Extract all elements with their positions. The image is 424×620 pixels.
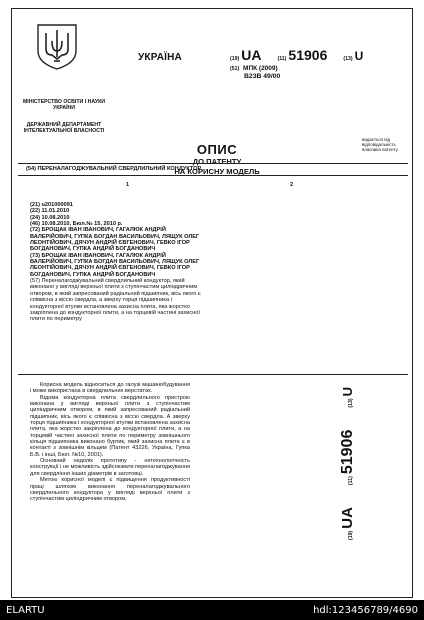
- side-code-11: (11): [348, 476, 354, 486]
- code-51: (51): [230, 66, 240, 72]
- document-subtitle-2: НА КОРИСНУ МОДЕЛЬ: [174, 166, 260, 176]
- document-title-main: ОПИС: [196, 142, 238, 157]
- footer-bar: [0, 600, 424, 620]
- description-paragraph: Метою корисної моделі є підвищення продуктивності праці шляхом виконання переналагоджувального свердлильного кондуктора у вигляді верхньої плити з ступінчастим циліндричним отвором,: [30, 477, 190, 503]
- footer-handle: hdl:123456789/4690: [313, 604, 418, 616]
- patent-page: [11, 8, 413, 598]
- invention-title: (54) ПЕРЕНАЛАГОДЖУВАЛЬНИЙ СВЕРДЛИЛЬНИЙ КОНДУКТОР: [26, 166, 202, 172]
- description-paragraph: Відома кондукторна плита свердлильного пристрою виконана у вигляді верхньої плити з ступінчастим циліндричним отвором, в який запресований радіальний підшипник, вісь якого є співвісна з віссю свердла. А зверху торця підшипника і кондукторної втулки встановлена захисна плита, яка жорстко закріплена до кондукторної плити, а на торцевій частині захисної плити по периметру зовнішнього кільця підшипника виконано буртик, який захисна плита є в контакті з зовнішнім кільцем (Патент 43226, Україна, Гупка Б.В. і інші, Бюл. №10, 2001).: [30, 394, 190, 458]
- document-subtitle-1: ДО ПАТЕНТУ: [192, 157, 242, 166]
- side-code-13: (13): [348, 398, 354, 408]
- claim-text: (57) Переналагоджувальний свердлильний кондуктор, який виконано у вигляді верхньої плити з ступінчастим циліндричним отвором, в який запресований радіальний підшипник, вісь якого є співвісна з віссю свердла, а зверху торця підшипника і кондукторної втулки встановлена захисна плита, яка жорстко закріплена до кондукторної плити, а на торцевій частині захисної плити по периметру: [30, 278, 201, 323]
- bibliographic-data: [30, 202, 206, 323]
- ipc-class: B23B 49/00: [244, 73, 281, 80]
- biblio-field: (73) БРОЩАК ІВАН ІВАНОВИЧ, ГАГАЛЮК АНДРІЙ ВАЛЕРІЙОВИЧ, ГУПКА БОГДАН ВАСИЛЬОВИЧ, ЛЯЩУК ОЛЕГ ЛЕОНТІЙОВИЧ, ДЯЧУН АНДРІЙ ЄВГЕНОВИЧ, ГЕВКО ІГОР БОГДАНОВИЧ, ГУПКА АНДРІЙ БОГДАНОВИЧ: [30, 252, 200, 278]
- header-divider: [18, 163, 408, 164]
- code-19: (19): [230, 56, 240, 62]
- side-kind-code: U: [340, 387, 355, 397]
- ipc-label: МПК (2009): [243, 65, 278, 72]
- column-number-1: 1: [126, 182, 130, 188]
- ipc-line: [230, 65, 410, 72]
- footer-source: ELARTU: [6, 604, 45, 616]
- biblio-field: (22) 11.01.2010: [30, 208, 70, 215]
- country-code: UA: [241, 47, 262, 63]
- trident-emblem-icon: [32, 21, 82, 71]
- description-paragraph: Основний недолік прототипу - нетехнологічність конструкції і не можливість здійснювати переналагоджування для свердління інших діаметрів в заготовці.: [30, 458, 190, 477]
- biblio-field: (21) u201000091: [30, 202, 73, 208]
- biblio-field: (46) 10.08.2010, Бюл.№ 15, 2010 р.: [30, 221, 123, 228]
- side-patent-number: [339, 320, 367, 540]
- title-divider: [18, 175, 408, 176]
- side-patent-number-value: 51906: [339, 429, 356, 475]
- patent-number: 51906: [288, 47, 328, 63]
- published-note: видається під відповідальність власника патенту: [362, 137, 398, 153]
- biblio-field: (24) 10.08.2010: [30, 214, 70, 221]
- description-paragraph: Корисна модель відноситься до галузі машинобудування і може використана в свердлильних верстатах.: [30, 382, 190, 395]
- description-column-left: [30, 382, 190, 503]
- kind-code: U: [354, 49, 364, 63]
- side-country-code: UA: [339, 507, 356, 529]
- ministry-name: МІНІСТЕРСТВО ОСВІТИ І НАУКИ УКРАЇНИ: [22, 99, 105, 112]
- column-number-2: 2: [290, 182, 294, 188]
- code-11: (11): [277, 56, 287, 62]
- patent-codes: [230, 47, 410, 80]
- biblio-field: (72) БРОЩАК ІВАН ІВАНОВИЧ, ГАГАЛЮК АНДРІЙ ВАЛЕРІЙОВИЧ, ГУПКА БОГДАН ВАСИЛЬОВИЧ, ЛЯЩУК ОЛЕГ ЛЕОНТІЙОВИЧ, ДЯЧУН АНДРІЙ ЄВГЕНОВИЧ, ГЕВКО ІГОР БОГДАНОВИЧ, ГУПКА АНДРІЙ БОГДАНОВИЧ: [30, 227, 200, 253]
- country-name: УКРАЇНА: [138, 52, 182, 63]
- patent-number-line: [230, 47, 410, 63]
- department-name: ДЕРЖАВНИЙ ДЕПАРТАМЕНТ ІНТЕЛЕКТУАЛЬНОЇ ВЛАСНОСТІ: [23, 122, 105, 135]
- side-code-19: (19): [348, 530, 354, 540]
- code-13: (13): [343, 56, 353, 62]
